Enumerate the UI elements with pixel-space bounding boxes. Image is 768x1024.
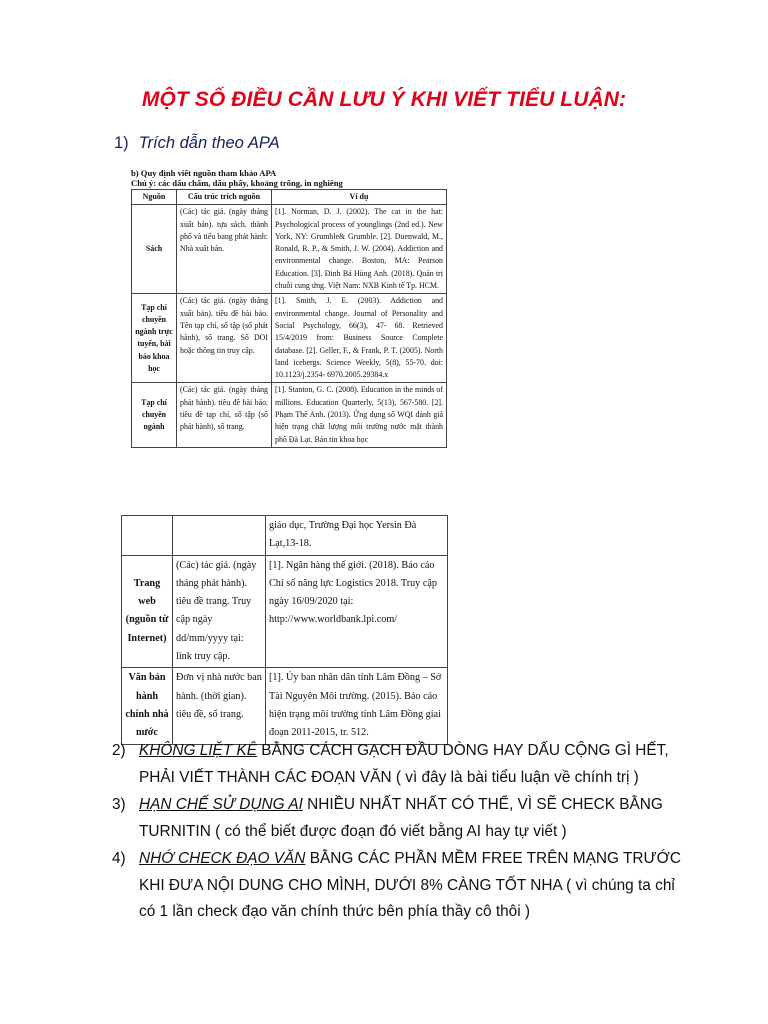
- item-body: BẰNG CÁCH GẠCH ĐẦU DÒNG HAY DẤU CỘNG GÌ HẾT, PHẢI VIẾT THÀNH CÁC ĐOẠN VĂN ( vì đây là bài tiểu luận về chính trị ): [139, 742, 669, 786]
- header-structure: Cấu trúc trích nguồn: [177, 190, 272, 205]
- example-cell: [1]. Ngân hàng thế giới. (2018). Báo cáo Chỉ số năng lực Logistics 2018. Truy cập ngày 16/09/2020 tại: http://www.worldbank.lpi.com/: [266, 555, 448, 668]
- apa-caption-note: Chú ý: các dấu chấm, dấu phẩy, khoảng trống, in nghiêng: [131, 178, 343, 188]
- section-label: Trích dẫn theo APA: [138, 134, 280, 152]
- structure-cell: (Các) tác giả. (ngày tháng phát hành). tiêu đề trang. Truy cập ngày dd/mm/yyyy tại: link truy cập.: [173, 555, 266, 668]
- example-cell: [1]. Stanton, G. C. (2008). Education in the minds of millions. Education Quarterly, 5(13), 567-580. [2]. Phạm Thế Anh. (2013). Ứng dụng số WQI đánh giá hiện trạng chất lượng môi trường nước mặt thành phố Đà Lạt. Bản tin khoa học: [272, 383, 447, 447]
- item-text: [139, 792, 692, 845]
- structure-cell: (Các) tác giả. (ngày tháng xuất bản). tựa sách. thành phố và tiểu bang phát hành: Nhà xuất bản.: [177, 205, 272, 294]
- apa-rules-image-continued: [121, 515, 448, 745]
- notes-list: [112, 738, 692, 927]
- apa-rules-image: [131, 168, 447, 448]
- table-row: [132, 383, 447, 447]
- example-cell: giáo dục, Trường Đại học Yersin Đà Lạt,13-18.: [266, 516, 448, 555]
- section-number: 1): [114, 134, 129, 152]
- structure-cell: (Các) tác giả. (ngày tháng phát hành). tiêu đề bài báo. tiêu đề tạp chí, số tập (số phát hành), số trang.: [177, 383, 272, 447]
- list-item: [112, 792, 692, 845]
- document-title: MỘT SỐ ĐIỀU CẦN LƯU Ý KHI VIẾT TIỂU LUẬN:: [141, 88, 627, 111]
- section-heading-apa: [114, 134, 280, 153]
- structure-cell: [173, 516, 266, 555]
- item-emphasis: KHÔNG LIỆT KÊ: [139, 742, 258, 759]
- item-number: 2): [112, 742, 126, 759]
- header-source: Nguồn: [132, 190, 177, 205]
- table-header-row: [132, 190, 447, 205]
- example-cell: [1]. Ủy ban nhân dân tỉnh Lâm Đồng – Sở Tài Nguyên Môi trường. (2015). Báo cáo hiện trạng môi trường tỉnh Lâm Đồng giai đoạn 2011-2015, tr. 512.: [266, 668, 448, 744]
- item-number: 4): [112, 850, 126, 867]
- structure-cell: (Các) tác giả. (ngày tháng xuất bản). tiêu đề bài báo. Tên tạp chí, số tập (số phát hành), số trang. Số DOI hoặc thông tin truy cập.: [177, 294, 272, 383]
- table-row: [122, 668, 448, 744]
- source-cell: Tạp chí chuyên ngành: [132, 383, 177, 447]
- table-row: [132, 205, 447, 294]
- item-text: [139, 738, 692, 791]
- item-emphasis: NHỚ CHECK ĐẠO VĂN: [139, 850, 306, 867]
- source-cell: Văn bản hành chính nhà nước: [122, 668, 173, 744]
- source-cell: Tạp chí chuyên ngành trực tuyến, bài báo khoa học: [132, 294, 177, 383]
- list-item: [112, 846, 692, 926]
- source-cell: Sách: [132, 205, 177, 294]
- item-emphasis: HẠN CHẾ SỬ DỤNG AI: [139, 796, 303, 813]
- example-cell: [1]. Norman, D. J. (2002). The cat in the hat: Psychological process of younglings (2nd ed.). New York, NY: Grumble& Grumble. [2]. Duenwald, M., Ronald, R. P., & Smith, J. W. (2004). Addiction and environmental change. Boston, MA: Pearson Education. [3]. Đinh Bá Hùng Anh. (2018). Quản trị chuỗi cung ứng. Việt Nam: NXB Kinh tế Tp. HCM.: [272, 205, 447, 294]
- structure-cell: Đơn vị nhà nước ban hành. (thời gian). tiêu đề, số trang.: [173, 668, 266, 744]
- apa-table-continued: [121, 516, 448, 745]
- header-example: Ví dụ: [272, 190, 447, 205]
- apa-caption-title: b) Quy định viết nguồn tham khảo APA: [131, 168, 277, 178]
- table-row: [122, 555, 448, 668]
- example-cell: [1]. Smith, J. E. (2003). Addiction and environmental change. Journal of Personality and Social Psychology, 66(3), 47- 68. Retrieved 15/4/2019 from: Business Source Complete database. [2]. Geller, F., & Frank, P. T. (2005). North land icebergs. Science Weekly, 5(8), 55-70. doi: 10.1123/j.2354- 6970.2005.29384.x: [272, 294, 447, 383]
- apa-table: [131, 189, 447, 448]
- table-row: [122, 516, 448, 555]
- item-text: [139, 846, 692, 926]
- table-row: [132, 294, 447, 383]
- item-body: NHIỀU NHẤT NHẤT CÓ THỂ, VÌ SẼ CHECK BẰNG TURNITIN ( có thể biết được đoạn đó viết bằng AI hay tự viết ): [139, 796, 663, 840]
- item-number: 3): [112, 796, 126, 813]
- source-cell: Trang web (nguồn từ Internet): [122, 555, 173, 668]
- source-cell: [122, 516, 173, 555]
- list-item: [112, 738, 692, 791]
- item-body: BẰNG CÁC PHẦN MỀM FREE TRÊN MẠNG TRƯỚC KHI ĐƯA NỘI DUNG CHO MÌNH, DƯỚI 8% CÀNG TỐT NHA ( vì chúng ta chỉ có 1 lần check đạo văn chính thức bên phía thầy cô thôi ): [139, 850, 681, 920]
